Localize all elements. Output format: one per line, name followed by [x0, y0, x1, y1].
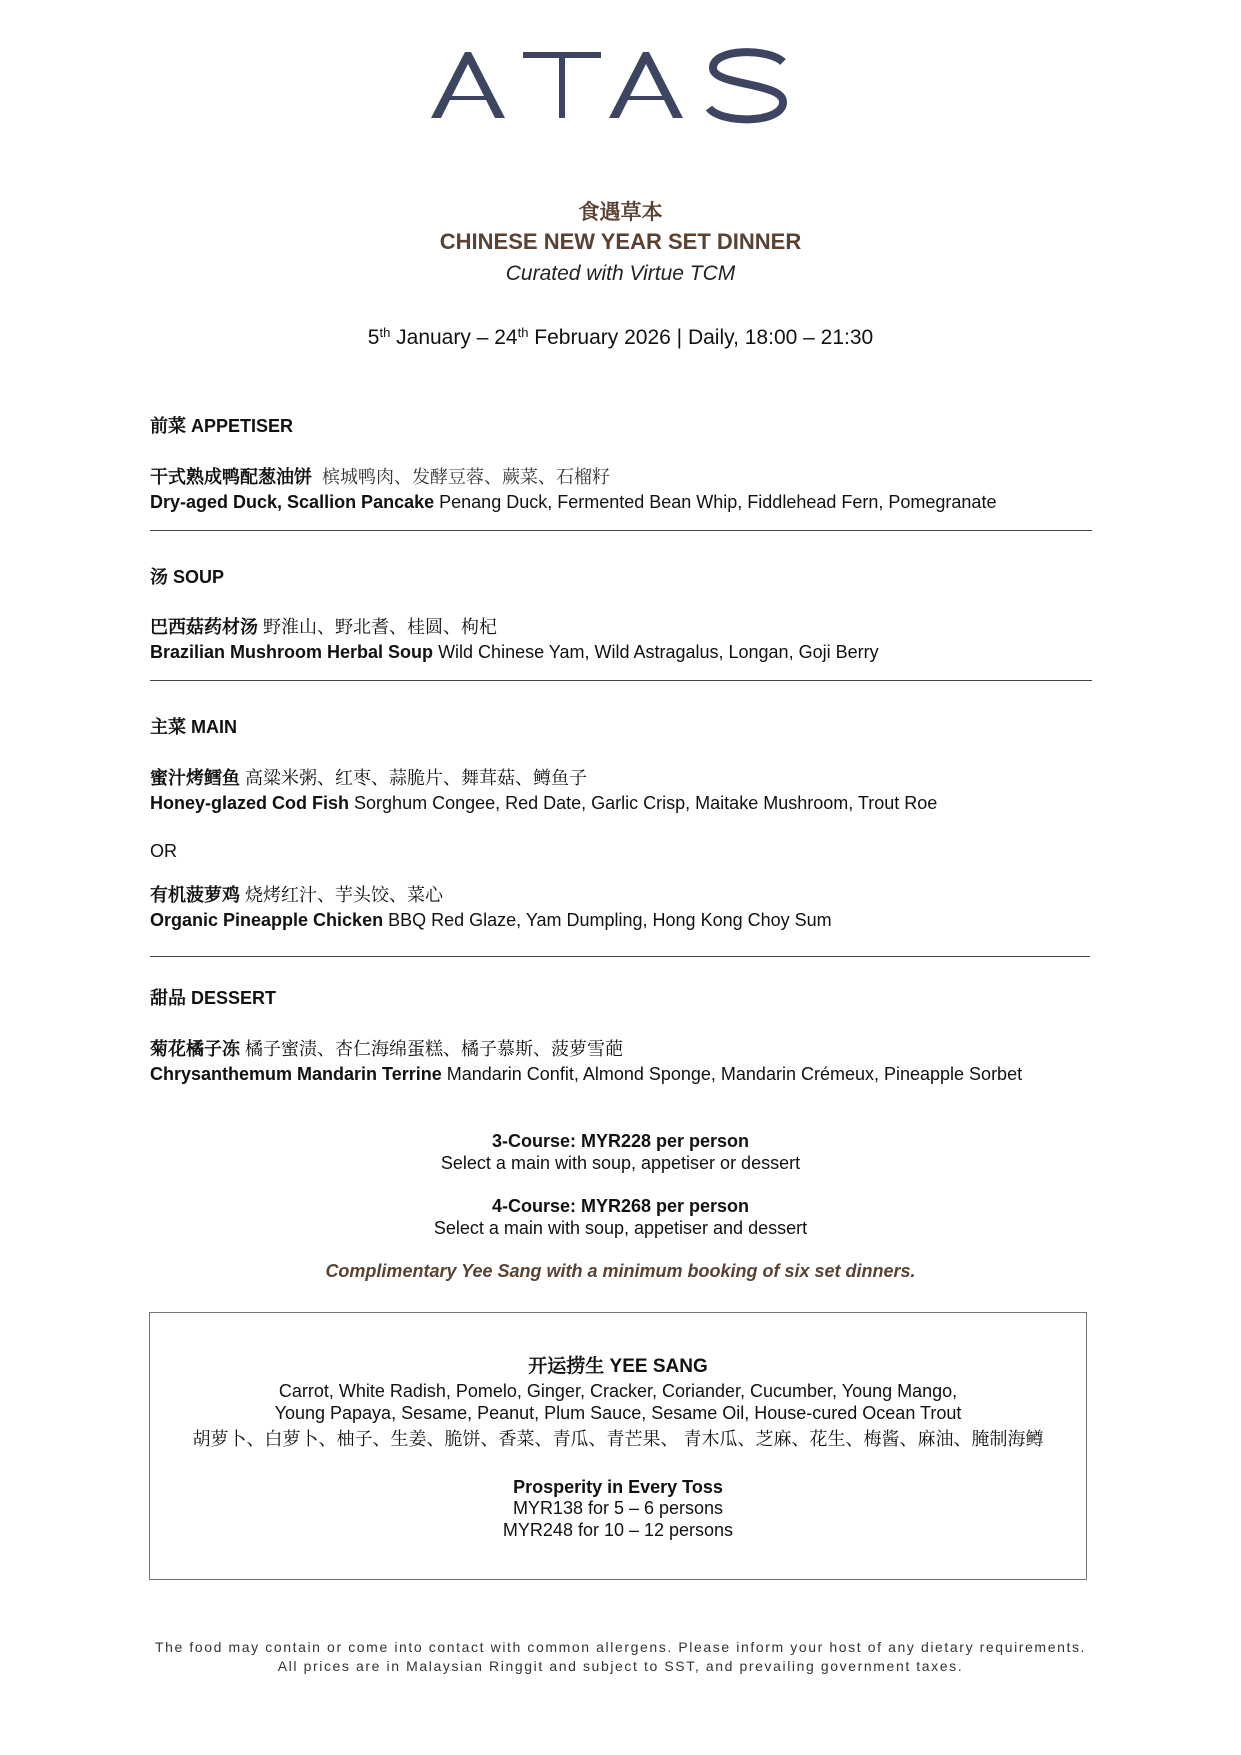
section-heading-appetiser: 前菜 APPETISER [150, 416, 294, 436]
four-course-price: 4-Course: MYR268 per person Select a main with soup, appetiser and dessert [433, 1196, 808, 1238]
dish-cn-soup: 巴西菇药材汤 野淮山、野北耆、桂圆、枸杞 [150, 617, 498, 637]
yee-sang-ingredients-cn: 胡萝卜、白萝卜、柚子、生姜、脆饼、香菜、青瓜、青芒果、 青木瓜、芝麻、花生、梅酱、麻油、腌制海鳟 [192, 1429, 1044, 1449]
divider [150, 680, 1092, 681]
yee-sang-price-1: MYR138 for 5 – 6 persons [512, 1498, 724, 1518]
divider [150, 530, 1092, 531]
dish-en-main-2: Organic Pineapple Chicken BBQ Red Glaze, Yam Dumpling, Hong Kong Choy Sum [150, 910, 832, 930]
dish-cn-main-1: 蜜汁烤鳕鱼 高粱米粥、红枣、蒜脆片、舞茸菇、鳟鱼子 [150, 768, 588, 788]
title-en: CHINESE NEW YEAR SET DINNER [439, 229, 802, 254]
brand-logo [0, 48, 1241, 128]
section-heading-main: 主菜 MAIN [150, 717, 237, 737]
footer-allergen-note: The food may contain or come into contact with common allergens. Please inform your host of any dietary requirements. [154, 1639, 1087, 1655]
dish-en-soup: Brazilian Mushroom Herbal Soup Wild Chinese Yam, Wild Astragalus, Longan, Goji Berry [150, 642, 879, 662]
yee-sang-title: 开运捞生 YEE SANG [528, 1356, 708, 1377]
dish-en-dessert: Chrysanthemum Mandarin Terrine Mandarin Confit, Almond Sponge, Mandarin Crémeux, Pineapple Sorbet [150, 1064, 1023, 1084]
subtitle: Curated with Virtue TCM [505, 262, 736, 285]
date-range: 5th January – 24th February 2026 | Daily, 18:00 – 21:30 [367, 325, 874, 349]
yee-sang-price-2: MYR248 for 10 – 12 persons [502, 1520, 734, 1540]
yee-sang-box [149, 1312, 1087, 1580]
dish-cn-appetiser: 干式熟成鸭配葱油饼 槟城鸭肉、发酵豆蓉、蕨菜、石榴籽 [150, 467, 611, 487]
divider [150, 956, 1090, 957]
yee-sang-ingredients-1: Carrot, White Radish, Pomelo, Ginger, Cracker, Coriander, Cucumber, Young Mango, [278, 1381, 958, 1401]
yee-sang-ingredients-2: Young Papaya, Sesame, Peanut, Plum Sauce, Sesame Oil, House-cured Ocean Trout [274, 1403, 962, 1423]
dish-en-appetiser: Dry-aged Duck, Scallion Pancake Penang Duck, Fermented Bean Whip, Fiddlehead Fern, Pomegranate [150, 492, 997, 512]
atas-logo [431, 48, 811, 128]
yee-sang-subtitle: Prosperity in Every Toss [513, 1477, 723, 1497]
dish-en-main-1: Honey-glazed Cod Fish Sorghum Congee, Red Date, Garlic Crisp, Maitake Mushroom, Trout Roe [150, 793, 938, 813]
title-cn: 食遇草本 [578, 201, 663, 224]
section-heading-dessert: 甜品 DESSERT [150, 988, 277, 1008]
footer-tax-note: All prices are in Malaysian Ringgit and subject to SST, and prevailing government taxes. [277, 1658, 964, 1674]
dish-cn-main-2: 有机菠萝鸡 烧烤红汁、芋头饺、菜心 [150, 885, 444, 905]
dish-cn-dessert: 菊花橘子冻 橘子蜜渍、杏仁海绵蛋糕、橘子慕斯、菠萝雪葩 [150, 1039, 624, 1059]
three-course-price: 3-Course: MYR228 per person Select a main with soup, appetiser or dessert [440, 1131, 801, 1173]
promo-text: Complimentary Yee Sang with a minimum booking of six set dinners. [325, 1261, 916, 1281]
or-label: OR [150, 841, 177, 861]
section-heading-soup: 汤 SOUP [150, 567, 225, 587]
